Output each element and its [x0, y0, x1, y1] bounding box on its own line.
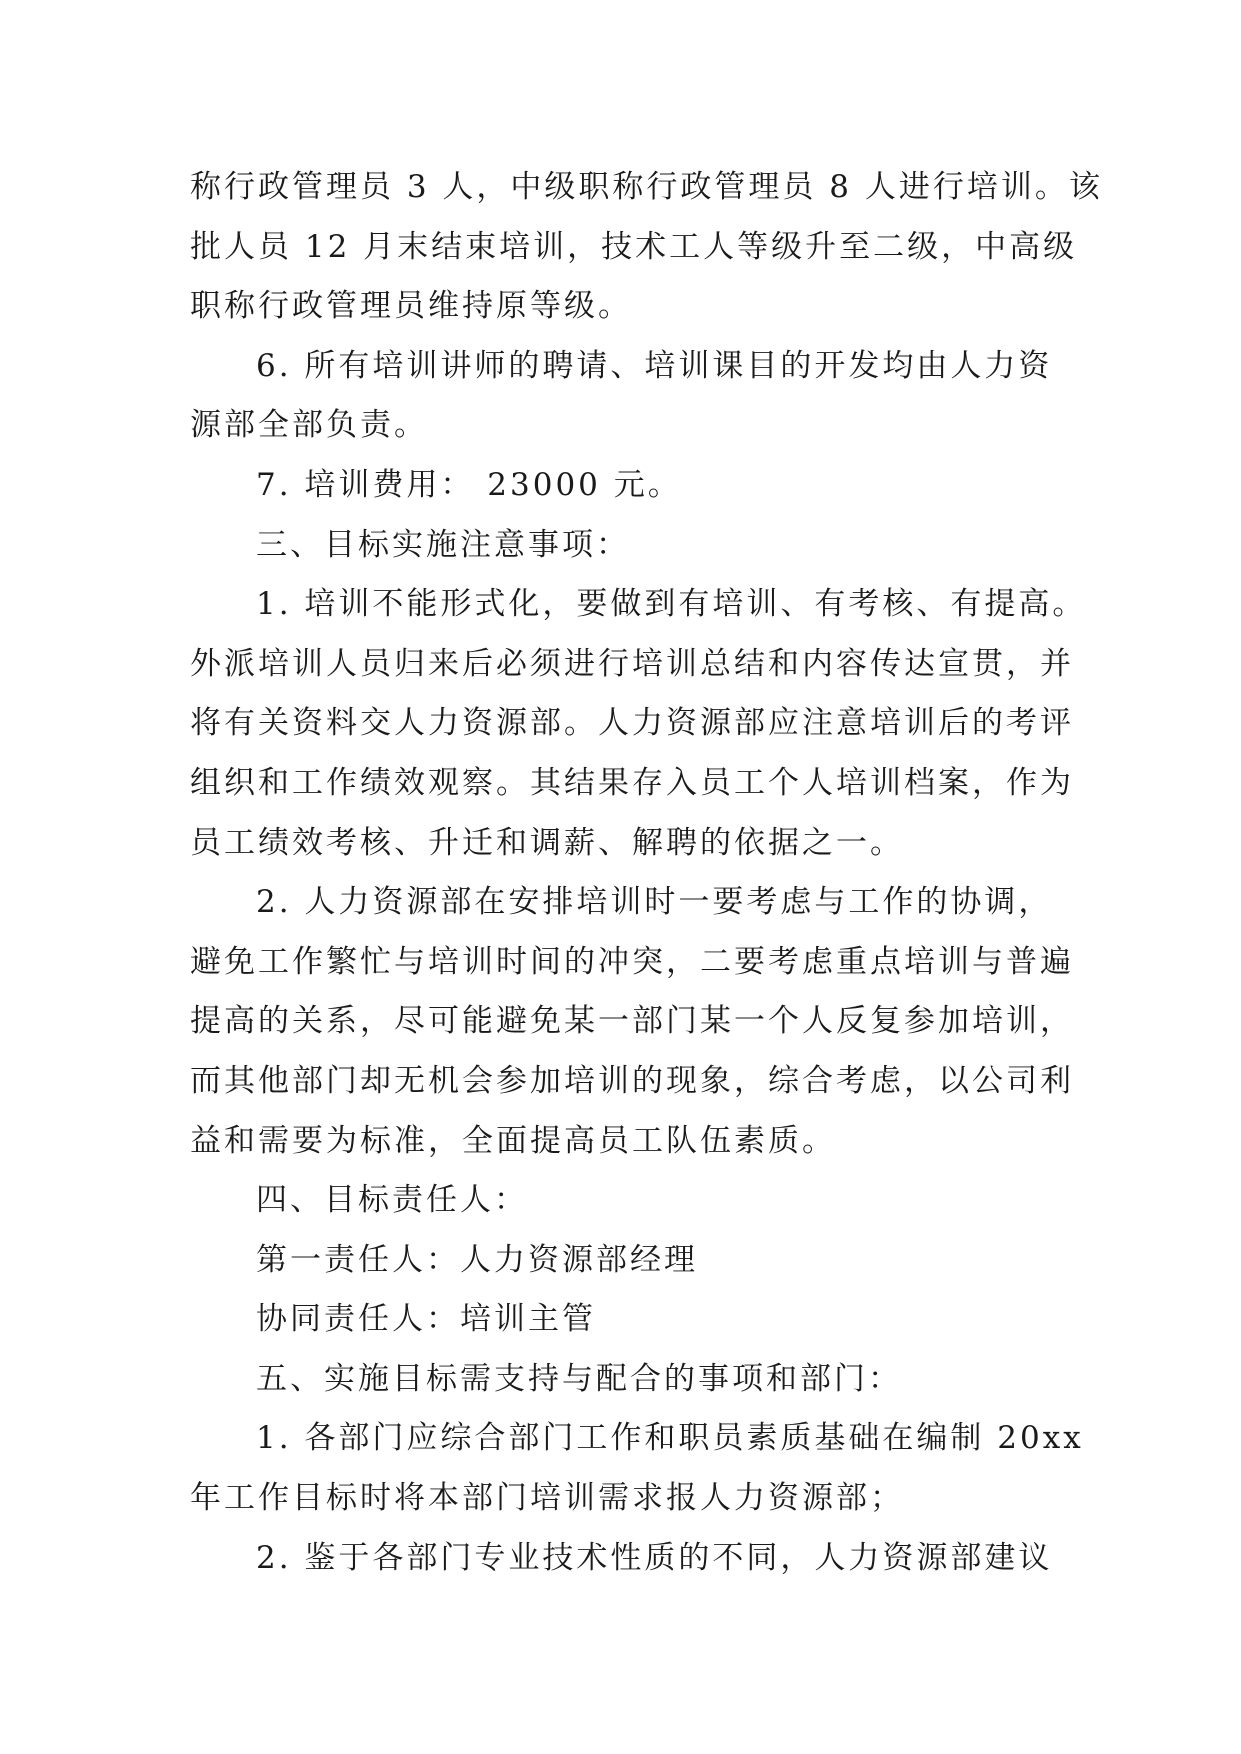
- text-line: 1. 培训不能形式化，要做到有培训、有考核、有提高。: [256, 586, 1087, 623]
- document-body: [190, 158, 1103, 1588]
- text-line: 7. 培训费用： 23000 元。: [256, 466, 682, 503]
- text-line: 三、目标实施注意事项：: [256, 526, 630, 563]
- text-line: 2. 人力资源部在安排培训时一要考虑与工作的协调，: [256, 884, 1053, 921]
- text-line: 6. 所有培训讲师的聘请、培训课目的开发均由人力资: [256, 347, 1053, 384]
- text-line: 1. 各部门应综合部门工作和职员素质基础在编制 20xx: [256, 1420, 1084, 1457]
- text-line: 益和需要为标准，全面提高员工队伍素质。: [190, 1122, 836, 1159]
- text-line: 五、实施目标需支持与配合的事项和部门：: [256, 1360, 902, 1397]
- text-line: 外派培训人员归来后必须进行培训总结和内容传达宣贯，并: [190, 645, 1074, 682]
- text-line: 年工作目标时将本部门培训需求报人力资源部；: [190, 1480, 904, 1517]
- text-line: 协同责任人：培训主管: [256, 1301, 596, 1338]
- text-line: 避免工作繁忙与培训时间的冲突，二要考虑重点培训与普遍: [190, 943, 1074, 980]
- text-line: 将有关资料交人力资源部。人力资源部应注意培训后的考评: [190, 705, 1074, 742]
- text-line: 组织和工作绩效观察。其结果存入员工个人培训档案，作为: [190, 764, 1074, 801]
- text-line: 批人员 12 月末结束培训，技术工人等级升至二级，中高级: [190, 228, 1078, 265]
- text-line: 四、目标责任人：: [256, 1182, 528, 1219]
- text-line: 称行政管理员 3 人，中级职称行政管理员 8 人进行培训。该: [190, 169, 1103, 205]
- text-line: 源部全部负责。: [190, 407, 428, 444]
- text-line: 职称行政管理员维持原等级。: [190, 288, 632, 325]
- text-line: 而其他部门却无机会参加培训的现象，综合考虑，以公司利: [190, 1062, 1074, 1099]
- text-line: 2. 鉴于各部门专业技术性质的不同，人力资源部建议: [256, 1539, 1053, 1576]
- text-line: 第一责任人：人力资源部经理: [256, 1241, 698, 1278]
- text-line: 员工绩效考核、升迁和调薪、解聘的依据之一。: [190, 824, 904, 861]
- text-line: 提高的关系，尽可能避免某一部门某一个人反复参加培训，: [190, 1003, 1074, 1040]
